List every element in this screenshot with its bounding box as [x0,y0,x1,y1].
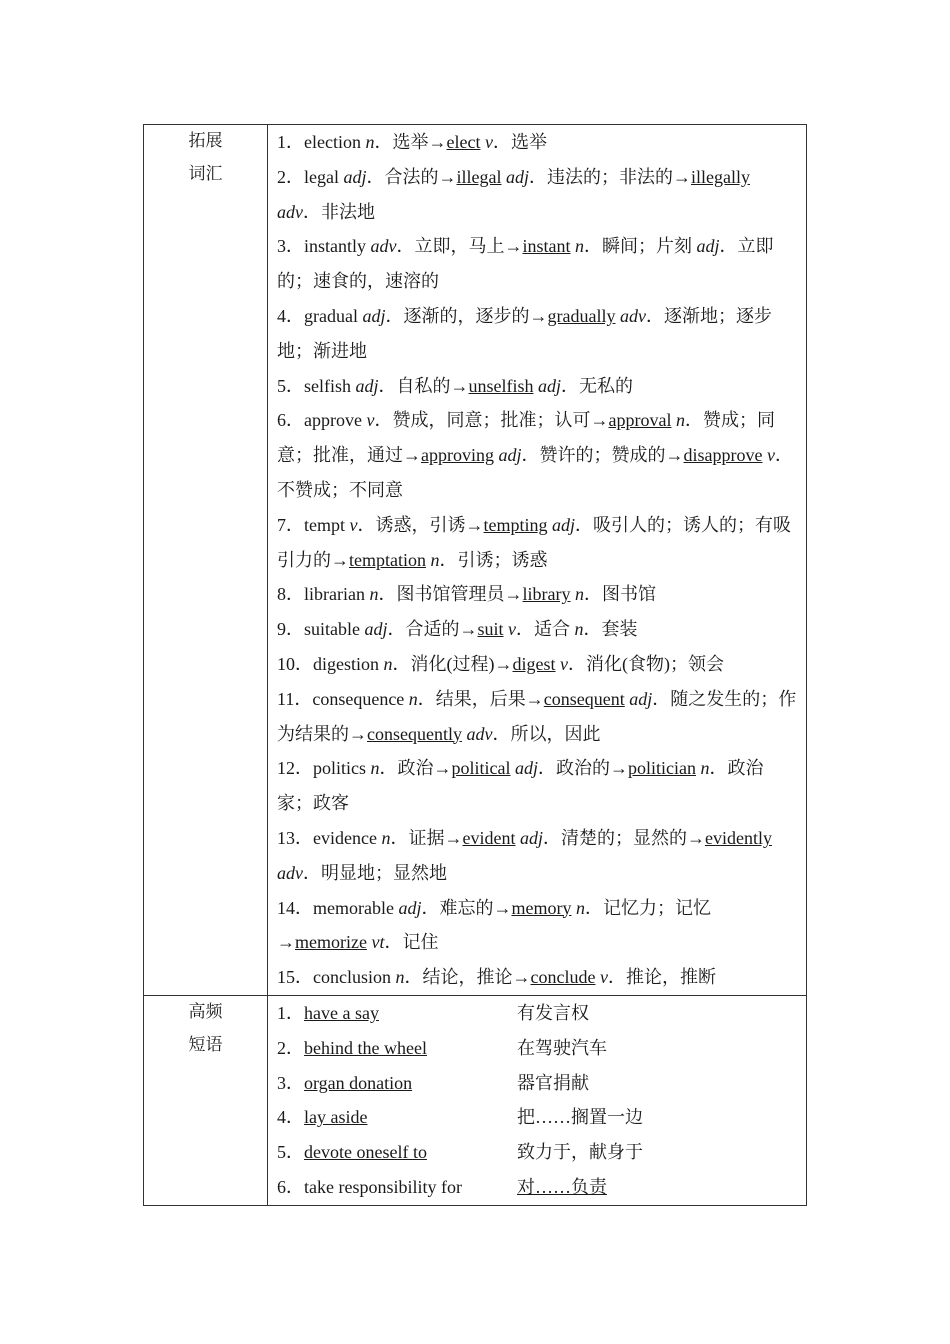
answer: suit [477,619,504,640]
vocab-content-cell [268,125,807,996]
answer: conclude [530,967,596,988]
vocab-item: 10．digestion n．消化(过程)→digest v．消化(食物)；领会 [277,653,724,674]
vocab-item: 9．suitable adj．合适的→suit v．适合 n．套装 [277,619,638,640]
vocab-item: 13．evidence n．证据→evident adj．清楚的；显然的→evidently adv．明显地；显然地 [277,827,772,883]
answer: disapprove [683,445,763,466]
vocab-item: 4．gradual adj．逐渐的，逐步的→gradually adv．逐渐地；逐步地；渐进地 [277,305,772,361]
vocab-item: 3．instantly adv．立即，马上→instant n．瞬间；片刻 adj．立即的；速食的，速溶的 [277,236,774,292]
answer: approval [608,410,672,431]
section-label: 拓展 词汇 [188,131,223,184]
vocab-item: 6．approve v．赞成，同意；批准；认可→approval n．赞成；同意；批准，通过→approving adj．赞许的；赞成的→disapprove v．不赞成；不同意 [277,410,793,500]
phrase-item: 3．organ donation 器官捐献 [277,1072,589,1093]
answer: evident [462,827,516,848]
phrase-item: 6．take responsibility for 对……负责 [277,1176,607,1197]
section-label-cell [144,125,268,996]
phrase-item: 5．devote oneself to 致力于，献身于 [277,1142,643,1163]
vocab-item: 7．tempt v．诱惑，引诱→tempting adj．吸引人的；诱人的；有吸引力的→temptation n．引诱；诱惑 [277,514,792,570]
phrase-list [277,996,798,1205]
vocabulary-table [143,124,807,1206]
vocab-item: 14．memorable adj．难忘的→memory n．记忆力；记忆→memorize vt．记住 [277,897,711,953]
answer: political [451,758,511,779]
vocab-item: 12．politics n．政治→political adj．政治的→politician n．政治家；政客 [277,758,764,814]
phrase-item: 4．lay aside 把……搁置一边 [277,1107,643,1128]
answer: library [522,584,571,605]
answer: tempting [483,514,548,535]
vocab-item: 8．librarian n．图书馆管理员→library n．图书馆 [277,584,656,605]
answer: politician [628,758,696,779]
phrase-item: 2．behind the wheel 在驾驶汽车 [277,1037,607,1058]
answer: illegal [456,166,502,187]
answer: digest [512,653,556,674]
section-row-phrases [144,995,807,1205]
vocab-list [277,125,798,995]
answer: memorize [295,932,367,953]
answer: illegally [691,166,750,187]
vocab-item: 15．conclusion n．结论，推论→conclude v．推论，推断 [277,967,716,988]
section-label-cell [144,995,268,1205]
vocab-item: 11．consequence n．结果，后果→consequent adj．随之发生的；作为结果的→consequently adv．所以，因此 [277,688,797,744]
vocab-item: 5．selfish adj．自私的→unselfish adj．无私的 [277,375,634,396]
answer: approving [421,445,494,466]
phrase-content-cell [268,995,807,1205]
answer: consequently [367,723,462,744]
answer: unselfish [468,375,534,396]
answer: evidently [704,827,772,848]
phrase-item: 1．have a say 有发言权 [277,1002,589,1023]
answer: instant [522,236,571,257]
section-label: 高频 短语 [188,1001,223,1055]
vocab-item: 2．legal adj．合法的→illegal adj．违法的；非法的→illegally adv．非法地 [277,166,750,222]
answer: gradually [547,305,616,326]
answer: elect [446,132,481,152]
answer: consequent [543,688,625,709]
answer: memory [511,897,572,918]
answer: temptation [349,549,426,570]
vocab-item: 1．election n．选举→elect v．选举 [277,132,547,152]
section-row-vocab [144,125,807,996]
